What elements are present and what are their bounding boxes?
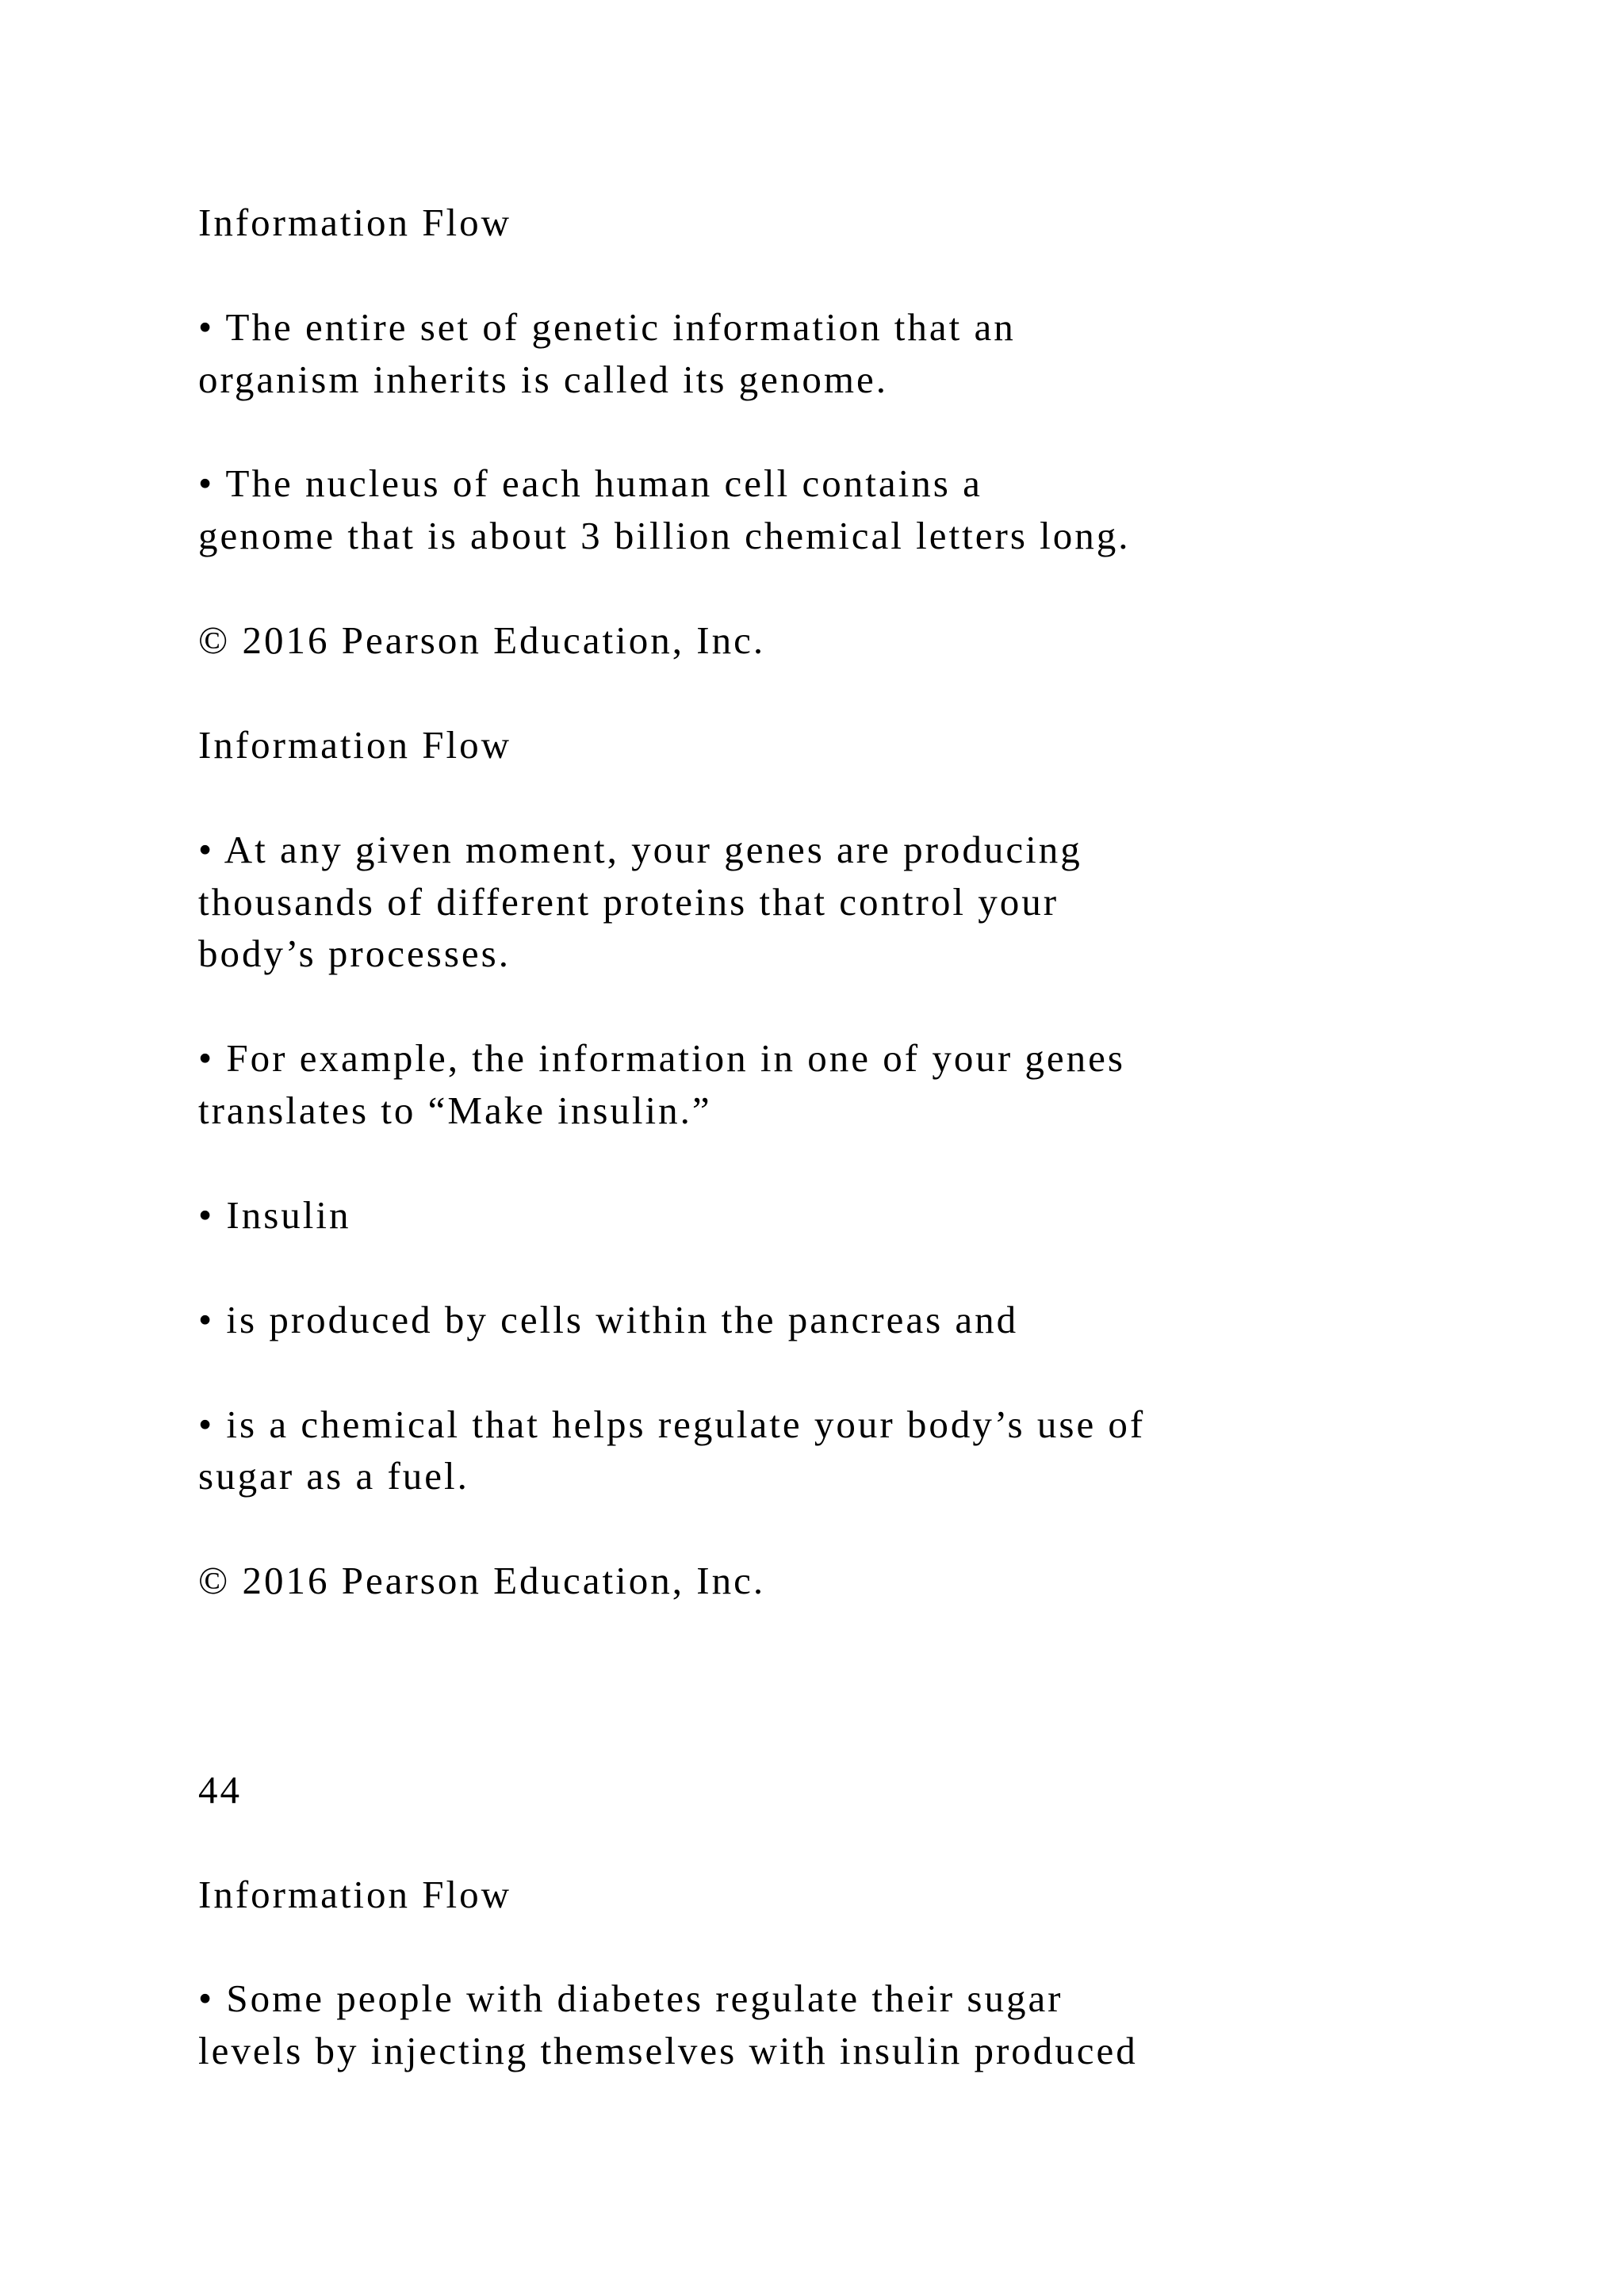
text-line: body’s processes. [198, 932, 511, 975]
bullet-text-line: • At any given moment, your genes are producing [198, 828, 1082, 871]
section-heading: Information Flow [198, 201, 512, 244]
text-line: translates to “Make insulin.” [198, 1089, 712, 1132]
text-line: genome that is about 3 billion chemical letters long. [198, 514, 1131, 557]
copyright-line: © 2016 Pearson Education, Inc. [198, 618, 766, 662]
section-heading: Information Flow [198, 723, 512, 767]
bullet-text-line: • For example, the information in one of your genes [198, 1036, 1125, 1080]
text-line: organism inherits is called its genome. [198, 358, 889, 401]
bullet-text-line: • Insulin [198, 1193, 351, 1237]
bullet-text-line: • Some people with diabetes regulate their sugar [198, 1976, 1063, 2020]
bullet-text-line: • The entire set of genetic information that an [198, 305, 1016, 349]
page-number: 44 [198, 1768, 242, 1812]
text-line: sugar as a fuel. [198, 1454, 469, 1498]
bullet-text-line: • is a chemical that helps regulate your body’s use of [198, 1402, 1146, 1446]
section-heading: Information Flow [198, 1873, 512, 1916]
bullet-text-line: • The nucleus of each human cell contains a [198, 461, 982, 505]
text-line: levels by injecting themselves with insulin produced [198, 2029, 1138, 2072]
copyright-line: © 2016 Pearson Education, Inc. [198, 1559, 766, 1602]
text-line: thousands of different proteins that control your [198, 880, 1059, 924]
bullet-text-line: • is produced by cells within the pancreas and [198, 1298, 1019, 1341]
